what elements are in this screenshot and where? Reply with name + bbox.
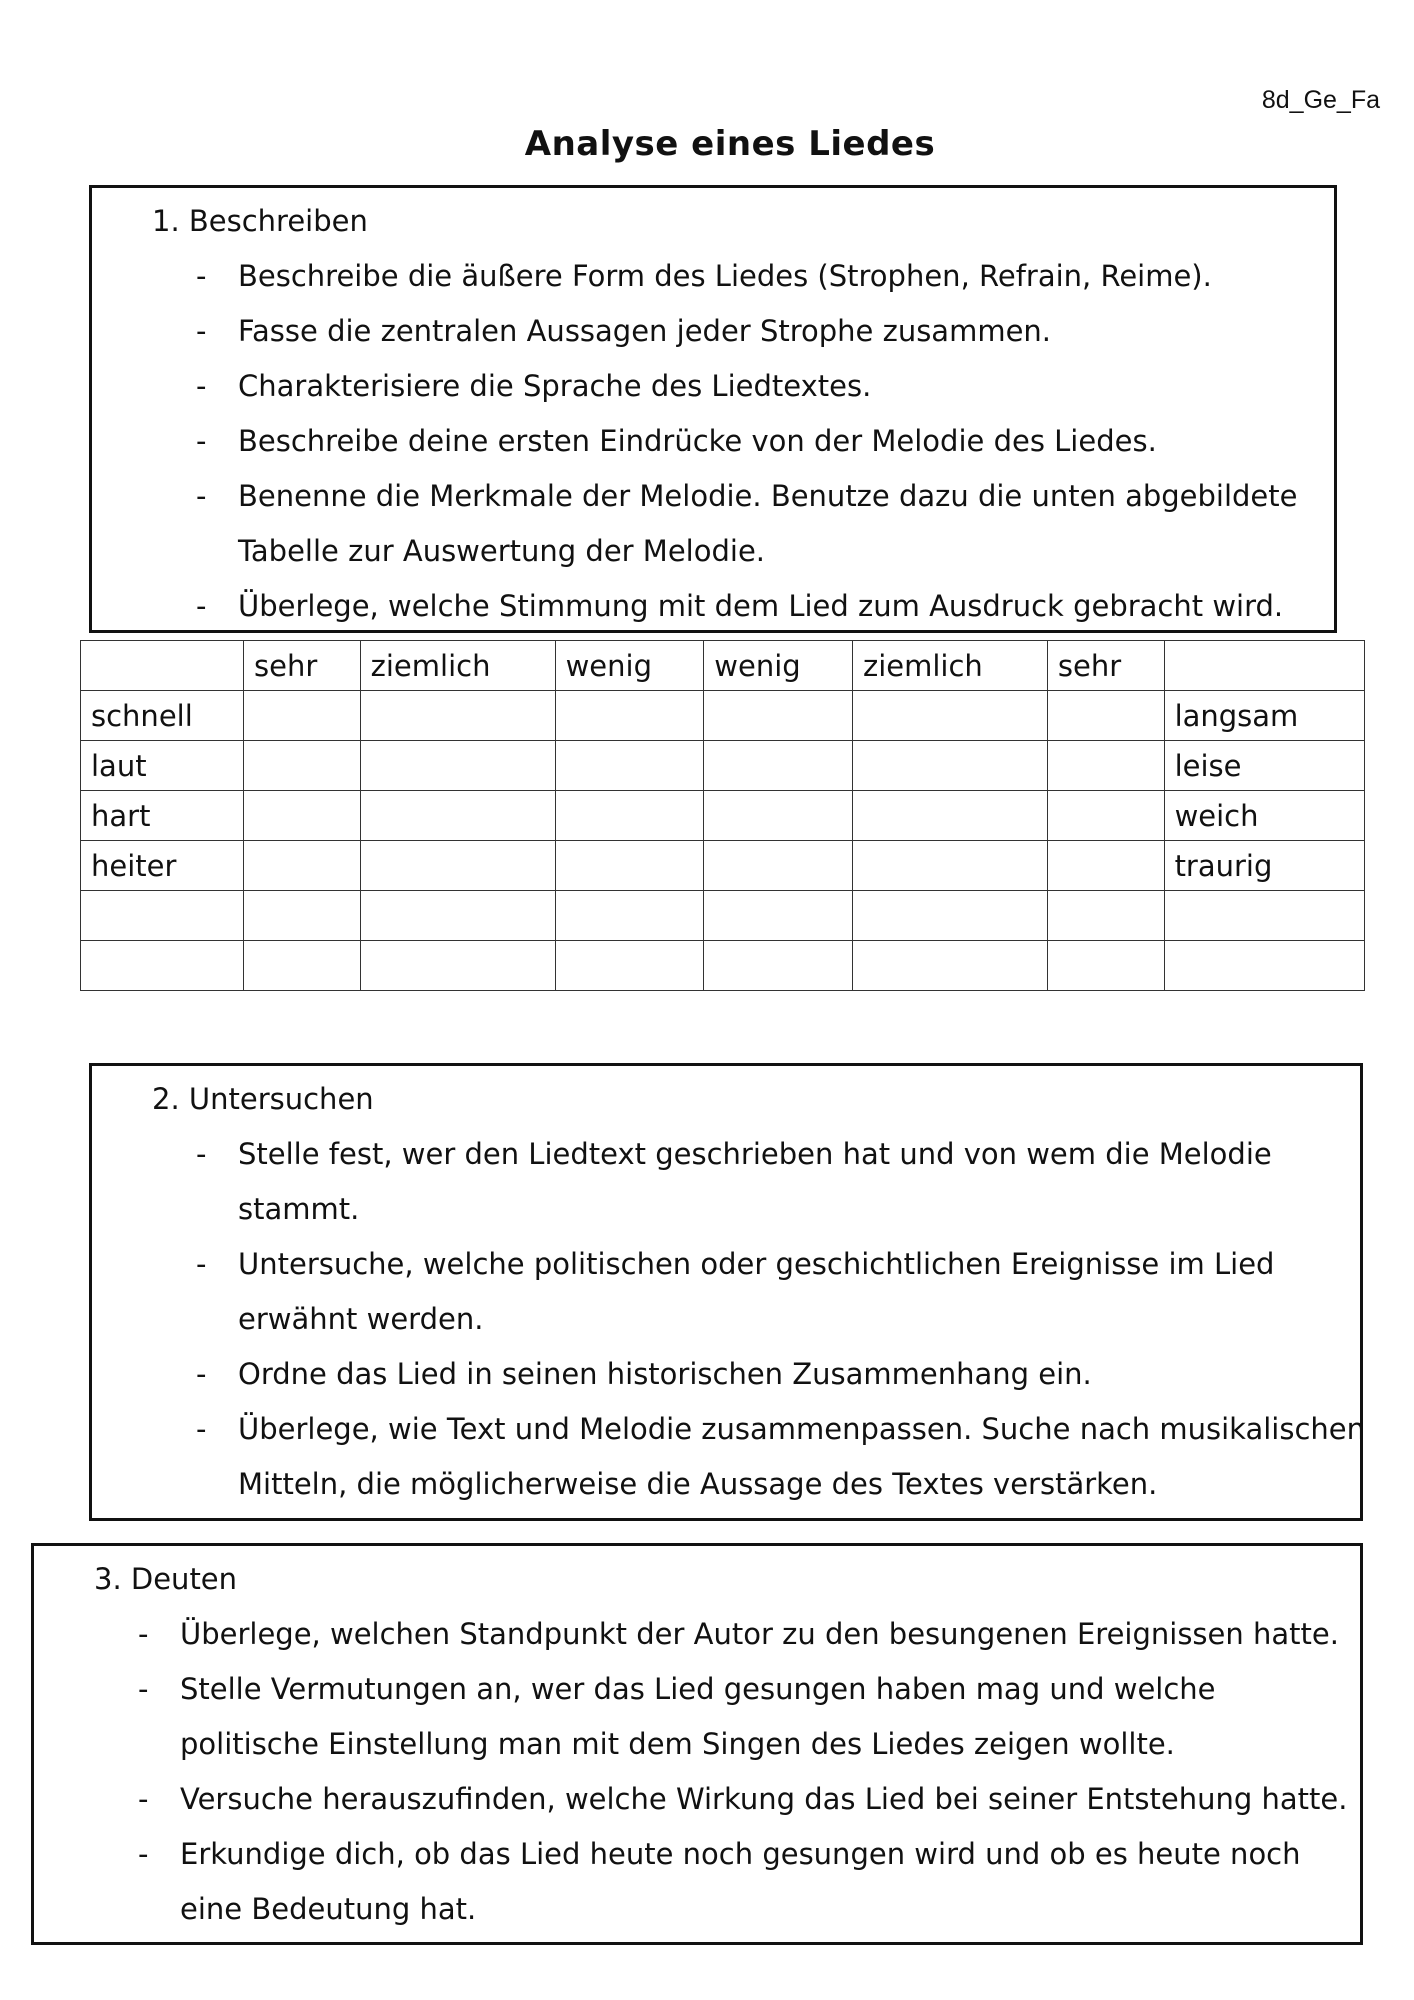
table-row bbox=[81, 691, 1365, 741]
table-row bbox=[81, 741, 1365, 791]
table-rating-cell[interactable] bbox=[244, 891, 361, 941]
bullet-dash: - bbox=[138, 1617, 149, 1651]
section-beschreiben-heading: 1. Beschreiben bbox=[152, 204, 368, 238]
table-header-cell: sehr bbox=[244, 641, 361, 691]
table-rating-cell[interactable] bbox=[555, 891, 704, 941]
table-label-cell: hart bbox=[81, 791, 244, 841]
table-header-cell bbox=[81, 641, 244, 691]
bullet-text: Fasse die zentralen Aussagen jeder Strophe zusammen. bbox=[238, 314, 1052, 348]
bullet-dash: - bbox=[196, 424, 207, 458]
bullet-text: Überlege, wie Text und Melodie zusammenpassen. Suche nach musikalischen bbox=[238, 1412, 1366, 1446]
table-rating-cell[interactable] bbox=[852, 841, 1047, 891]
table-rating-cell[interactable] bbox=[555, 841, 704, 891]
table-rating-cell[interactable] bbox=[244, 791, 361, 841]
table-rating-cell[interactable] bbox=[852, 891, 1047, 941]
table-label-cell: schnell bbox=[81, 691, 244, 741]
table-header-cell: ziemlich bbox=[360, 641, 555, 691]
table-rating-cell[interactable] bbox=[704, 691, 853, 741]
table-rating-cell[interactable] bbox=[1047, 891, 1164, 941]
table-label-cell: heiter bbox=[81, 841, 244, 891]
table-rating-cell[interactable] bbox=[244, 941, 361, 991]
table-header-cell: wenig bbox=[555, 641, 704, 691]
table-row bbox=[81, 841, 1365, 891]
document-code: 8d_Ge_Fa bbox=[1261, 86, 1380, 114]
table-rating-cell[interactable] bbox=[555, 691, 704, 741]
bullet-text: Ordne das Lied in seinen historischen Zusammenhang ein. bbox=[238, 1357, 1092, 1391]
bullet-text: Erkundige dich, ob das Lied heute noch gesungen wird und ob es heute noch bbox=[180, 1837, 1301, 1871]
bullet-dash: - bbox=[196, 1412, 207, 1446]
table-rating-cell[interactable] bbox=[704, 741, 853, 791]
bullet-text: stammt. bbox=[238, 1192, 360, 1226]
bullet-dash: - bbox=[138, 1837, 149, 1871]
bullet-dash: - bbox=[196, 1357, 207, 1391]
table-header-cell bbox=[1164, 641, 1364, 691]
section-untersuchen-heading: 2. Untersuchen bbox=[152, 1082, 374, 1116]
bullet-text: Charakterisiere die Sprache des Liedtextes. bbox=[238, 369, 872, 403]
bullet-dash: - bbox=[196, 589, 207, 623]
table-rating-cell[interactable] bbox=[704, 941, 853, 991]
table-rating-cell[interactable] bbox=[360, 791, 555, 841]
bullet-dash: - bbox=[196, 259, 207, 293]
bullet-text: Überlege, welchen Standpunkt der Autor zu den besungenen Ereignissen hatte. bbox=[180, 1617, 1339, 1651]
bullet-dash: - bbox=[196, 479, 207, 513]
bullet-text: politische Einstellung man mit dem Singen des Liedes zeigen wollte. bbox=[180, 1727, 1175, 1761]
table-rating-cell[interactable] bbox=[360, 741, 555, 791]
table-rating-cell[interactable] bbox=[555, 941, 704, 991]
section-deuten-heading: 3. Deuten bbox=[94, 1562, 238, 1596]
bullet-text: Beschreibe deine ersten Eindrücke von der Melodie des Liedes. bbox=[238, 424, 1157, 458]
table-rating-cell[interactable] bbox=[1047, 791, 1164, 841]
melody-rating-table bbox=[80, 640, 1365, 991]
bullet-text: Überlege, welche Stimmung mit dem Lied zum Ausdruck gebracht wird. bbox=[238, 589, 1284, 623]
bullet-text: Versuche herauszufinden, welche Wirkung das Lied bei seiner Entstehung hatte. bbox=[180, 1782, 1348, 1816]
table-row bbox=[81, 791, 1365, 841]
table-rating-cell[interactable] bbox=[852, 941, 1047, 991]
bullet-text: erwähnt werden. bbox=[238, 1302, 484, 1336]
table-rating-cell[interactable] bbox=[852, 791, 1047, 841]
table-header-cell: wenig bbox=[704, 641, 853, 691]
table-label-cell bbox=[81, 891, 244, 941]
table-rating-cell[interactable] bbox=[244, 691, 361, 741]
table-rating-cell[interactable] bbox=[555, 741, 704, 791]
table-rating-cell[interactable] bbox=[1047, 691, 1164, 741]
bullet-dash: - bbox=[196, 369, 207, 403]
table-rating-cell[interactable] bbox=[1047, 841, 1164, 891]
table-label-cell bbox=[1164, 941, 1364, 991]
table-label-cell: traurig bbox=[1164, 841, 1364, 891]
bullet-text: Tabelle zur Auswertung der Melodie. bbox=[238, 534, 765, 568]
bullet-text: Mitteln, die möglicherweise die Aussage des Textes verstärken. bbox=[238, 1467, 1158, 1501]
table-label-cell bbox=[1164, 891, 1364, 941]
table-label-cell: langsam bbox=[1164, 691, 1364, 741]
table-header-cell: ziemlich bbox=[852, 641, 1047, 691]
table-rating-cell[interactable] bbox=[1047, 941, 1164, 991]
page-title: Analyse eines Liedes bbox=[524, 124, 936, 164]
table-rating-cell[interactable] bbox=[360, 691, 555, 741]
bullet-dash: - bbox=[196, 314, 207, 348]
table-header-cell: sehr bbox=[1047, 641, 1164, 691]
table-row bbox=[81, 891, 1365, 941]
bullet-text: Beschreibe die äußere Form des Liedes (Strophen, Refrain, Reime). bbox=[238, 259, 1212, 293]
table-rating-cell[interactable] bbox=[244, 741, 361, 791]
bullet-dash: - bbox=[138, 1672, 149, 1706]
table-label-cell: leise bbox=[1164, 741, 1364, 791]
bullet-text: Benenne die Merkmale der Melodie. Benutze dazu die unten abgebildete bbox=[238, 479, 1298, 513]
table-rating-cell[interactable] bbox=[704, 791, 853, 841]
table-rating-cell[interactable] bbox=[360, 941, 555, 991]
bullet-dash: - bbox=[196, 1247, 207, 1281]
table-rating-cell[interactable] bbox=[360, 891, 555, 941]
bullet-text: eine Bedeutung hat. bbox=[180, 1892, 477, 1926]
bullet-text: Stelle Vermutungen an, wer das Lied gesungen haben mag und welche bbox=[180, 1672, 1216, 1706]
table-rating-cell[interactable] bbox=[852, 691, 1047, 741]
table-rating-cell[interactable] bbox=[704, 841, 853, 891]
table-label-cell bbox=[81, 941, 244, 991]
table-label-cell: weich bbox=[1164, 791, 1364, 841]
table-header-row bbox=[81, 641, 1365, 691]
table-rating-cell[interactable] bbox=[704, 891, 853, 941]
bullet-text: Stelle fest, wer den Liedtext geschrieben hat und von wem die Melodie bbox=[238, 1137, 1272, 1171]
bullet-dash: - bbox=[138, 1782, 149, 1816]
table-row bbox=[81, 941, 1365, 991]
bullet-dash: - bbox=[196, 1137, 207, 1171]
table-rating-cell[interactable] bbox=[244, 841, 361, 891]
bullet-text: Untersuche, welche politischen oder geschichtlichen Ereignisse im Lied bbox=[238, 1247, 1275, 1281]
table-label-cell: laut bbox=[81, 741, 244, 791]
table-rating-cell[interactable] bbox=[852, 741, 1047, 791]
table-rating-cell[interactable] bbox=[1047, 741, 1164, 791]
table-rating-cell[interactable] bbox=[360, 841, 555, 891]
table-rating-cell[interactable] bbox=[555, 791, 704, 841]
